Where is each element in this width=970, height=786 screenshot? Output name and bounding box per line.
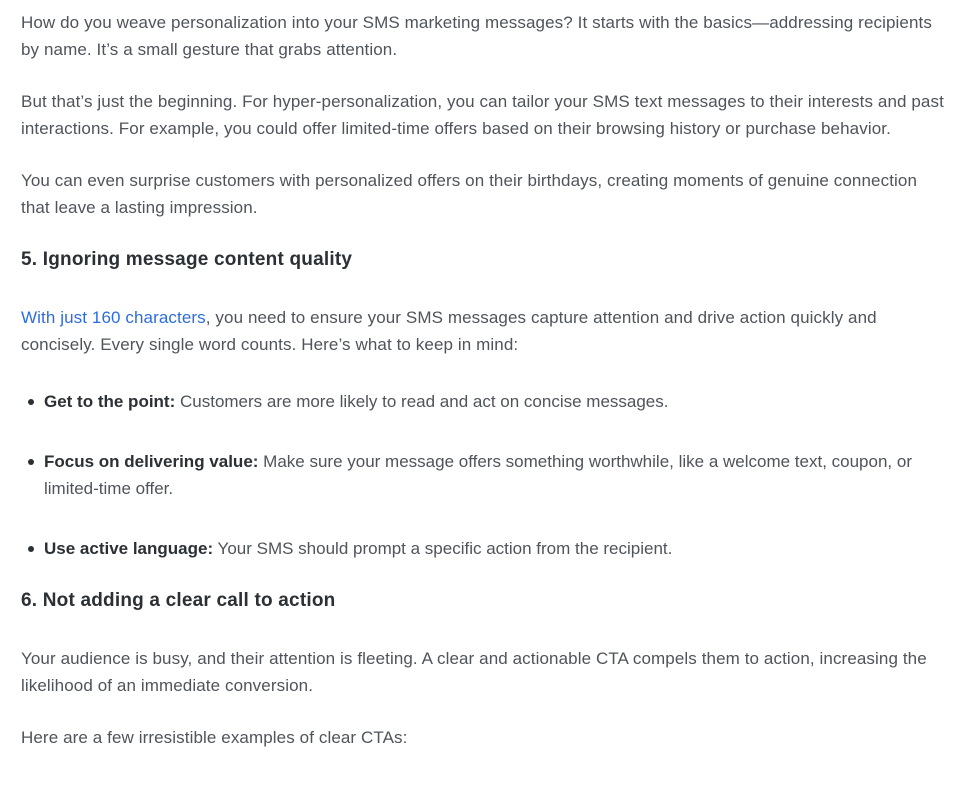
bullet-text: Make sure your message offers something worthwhile, like a welcome text, coupon, or limited-time offer. (44, 452, 912, 498)
section5-lead-text: , you need to ensure your SMS messages capture attention and drive action quickly and concisely. Every single word counts. Here’s what to keep in mind: (21, 308, 877, 354)
list-item (21, 448, 946, 502)
section5-lead-paragraph (21, 304, 946, 358)
section6-paragraph-2: Here are a few irresistible examples of clear CTAs: (21, 728, 408, 747)
bullet-label: Get to the point: (44, 392, 176, 411)
sms-tips-list (21, 388, 946, 562)
list-item (21, 535, 946, 562)
intro-paragraph-3: You can even surprise customers with personalized offers on their birthdays, creating moments of genuine connection that leave a lasting impression. (21, 171, 917, 217)
intro-paragraph-2: But that’s just the beginning. For hyper-personalization, you can tailor your SMS text messages to their interests and past interactions. For example, you could offer limited-time offers based on their browsing history or purchase behavior. (21, 92, 944, 138)
characters-limit-link[interactable]: With just 160 characters (21, 308, 206, 327)
list-item (21, 388, 946, 415)
section6-paragraph-1: Your audience is busy, and their attention is fleeting. A clear and actionable CTA compels them to action, increasing the likelihood of an immediate conversion. (21, 649, 927, 695)
section-heading-5: 5. Ignoring message content quality (21, 249, 353, 270)
intro-paragraph-1: How do you weave personalization into your SMS marketing messages? It starts with the basics—addressing recipients by name. It’s a small gesture that grabs attention. (21, 13, 932, 59)
bullet-label: Focus on delivering value: (44, 452, 259, 471)
bullet-label: Use active language: (44, 539, 214, 558)
bullet-text: Your SMS should prompt a specific action from the recipient. (213, 539, 673, 558)
section-heading-6: 6. Not adding a clear call to action (21, 590, 336, 611)
bullet-text: Customers are more likely to read and act on concise messages. (175, 392, 669, 411)
